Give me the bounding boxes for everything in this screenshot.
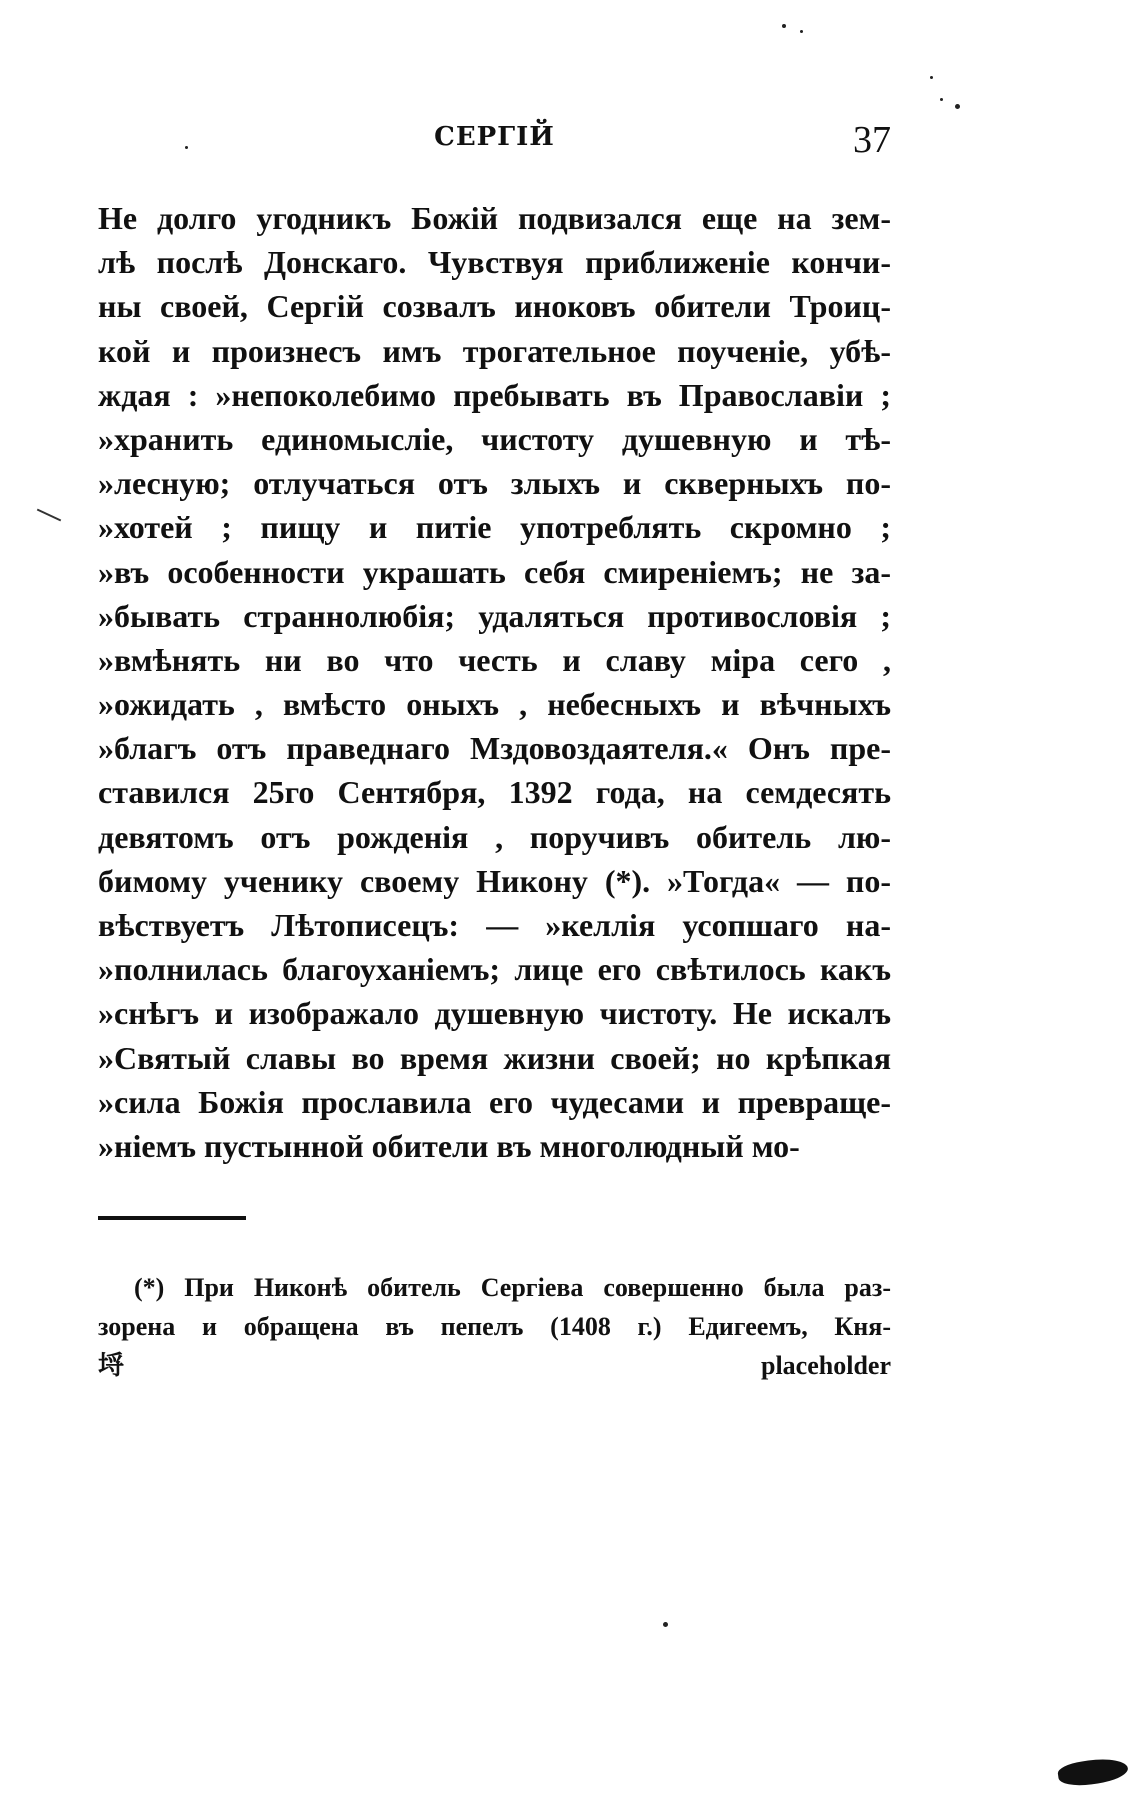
footnote-line (98, 1580, 891, 1619)
footnote (98, 1268, 891, 1619)
text-line: »сила Божія прославила его чудесами и превраще- (98, 1083, 891, 1120)
text-line: »лесную; отлучаться отъ злыхъ и скверныхъ по- (98, 465, 891, 502)
footnote-line (98, 1463, 891, 1502)
text-line: »ожидать , вмѣсто оныхъ , небесныхъ и вѣчныхъ (98, 686, 891, 723)
scan-speck (940, 98, 943, 101)
text-line: вѣствуетъ Лѣтописецъ: — »келлія усопшаго на- (98, 907, 891, 943)
header-title: СЕРГІЙ (434, 122, 555, 152)
text-line: ны своей, Сергій созвалъ иноковъ обители Троиц- (98, 288, 891, 325)
ink-blot (1057, 1755, 1130, 1789)
text-line: »Святый славы во время жизни своей; но крѣпкая (98, 1039, 891, 1076)
body-text (98, 196, 891, 1168)
scan-speck (800, 30, 803, 33)
footnote-line (98, 1502, 891, 1541)
text-line: ставился 25го Сентября, 1392 года, на семдесять (98, 774, 891, 811)
text-line: »хотей ; пищу и питіе употреблять скромно ; (98, 509, 891, 546)
footnote-line (98, 1424, 891, 1463)
text-line: »въ особенности украшать себя смиреніемъ; не за- (98, 553, 891, 590)
page-number: 37 (853, 119, 891, 161)
text-line: »бывать страннолюбія; удаляться противословія ; (98, 597, 891, 634)
text-line: бимому ученику своему Никону (*). »Тогда« — по- (98, 862, 891, 899)
margin-mark (37, 509, 61, 522)
text-line: »полнилась благоуханіемъ; лице его свѣтилось какъ (98, 951, 891, 988)
scan-speck (955, 104, 960, 109)
scan-speck (782, 24, 786, 28)
text-line: лѣ послѣ Донскаго. Чувствуя приближеніе кончи- (98, 244, 891, 281)
footnote-line (98, 1385, 891, 1424)
footnote-line: 埒 placeholder (98, 1351, 891, 1380)
running-head (98, 118, 891, 168)
text-line: »ніемъ пустынной обители въ многолюдный мо- (98, 1127, 800, 1164)
text-line: девятомъ отъ рожденія , поручивъ обитель лю- (98, 818, 891, 855)
text-line: »хранить единомысліе, чистоту душевную и тѣ- (98, 420, 891, 457)
scan-speck (930, 76, 933, 79)
footnote-line: зорена и обращена въ пепелъ (1408 г.) Едигеемъ, Кня- (98, 1312, 891, 1341)
text-line: »вмѣнять ни во что честь и славу міра сего , (98, 641, 891, 678)
footnote-divider (98, 1216, 246, 1220)
text-line: кой и произнесъ имъ трогательное поученіе, убѣ- (98, 332, 891, 369)
text-line: Не долго угодникъ Божій подвизался еще на зем- (98, 200, 891, 236)
footnote-line (98, 1541, 891, 1580)
text-line: »снѣгъ и изображало душевную чистоту. Не искалъ (98, 995, 891, 1032)
scan-speck (663, 1622, 668, 1627)
footnote-line: (*) При Никонѣ обитель Сергіева совершенно была раз- (134, 1273, 891, 1302)
text-line: ждая : »непоколебимо пребывать въ Православіи ; (98, 376, 891, 413)
text-line: »благъ отъ праведнаго Мздовоздаятеля.« Онъ пре- (98, 730, 891, 767)
scan-speck (185, 146, 188, 149)
